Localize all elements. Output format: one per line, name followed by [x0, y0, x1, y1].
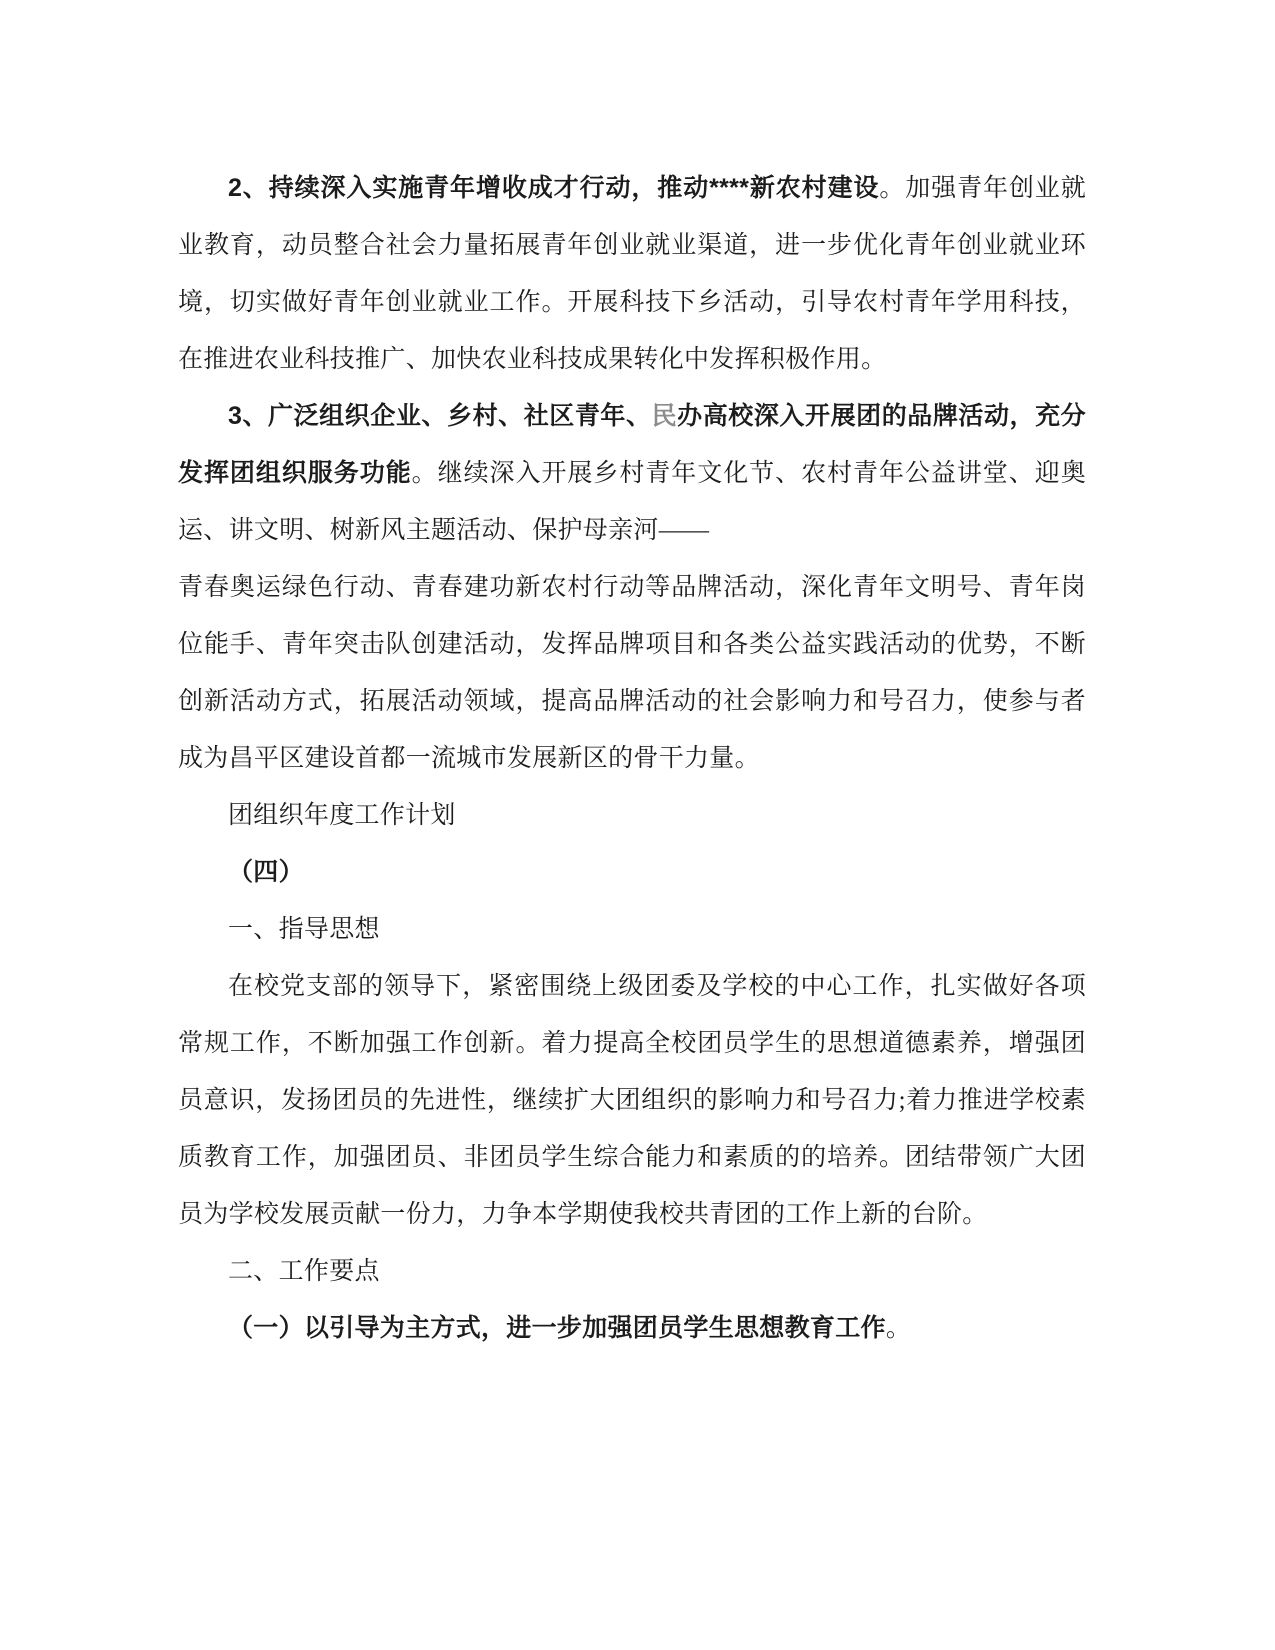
text-run: 一、指导思想 [228, 916, 380, 943]
text-run-bold: 3、广泛组织企业、乡村、社区青年、 [228, 402, 652, 430]
para-item3-brand-activities [178, 388, 1086, 559]
para-guiding-thought-body [178, 958, 1086, 1243]
document-body [178, 160, 1086, 1357]
para-title-annual-work-plan [178, 787, 1086, 844]
text-run-bold: 民 [651, 402, 678, 430]
text-run-bold: 办高校深入开展团的品牌活动，充分发挥团组织服务功能 [178, 402, 1086, 487]
para-green-olympic-action [178, 559, 1086, 787]
text-run: 。继续深入开展乡村青年文化节、农村青年公益讲堂、迎奥运、讲文明、树新风主题活动、保护母亲河—— [178, 460, 1086, 544]
text-run: 。加强青年创业就业教育，动员整合社会力量拓展青年创业就业渠道，进一步优化青年创业就业环境，切实做好青年创业就业工作。开展科技下乡活动，引导农村青年学用科技，在推进农业科技推广、加快农业科技成果转化中发挥积极作用。 [178, 175, 1086, 373]
para-point-one-ideology-education [178, 1300, 1086, 1357]
para-heading-guiding-thought [178, 901, 1086, 958]
text-run-bold: 2、持续深入实施青年增收成才行动，推动****新农村建设 [228, 174, 880, 202]
para-item2-youth-income [178, 160, 1086, 388]
text-run: 在校党支部的领导下，紧密围绕上级团委及学校的中心工作，扎实做好各项常规工作，不断加强工作创新。着力提高全校团员学生的思想道德素养，增强团员意识，发扬团员的先进性，继续扩大团组织的影响力和号召力;着力推进学校素质教育工作，加强团员、非团员学生综合能力和素质的的培养。团结带领广大团员为学校发展贡献一份力，力争本学期使我校共青团的工作上新的台阶。 [178, 973, 1086, 1228]
text-run: 。 [885, 1315, 912, 1342]
text-run-bold: （一）以引导为主方式，进一步加强团员学生思想教育工作 [228, 1314, 886, 1342]
text-run: 团组织年度工作计划 [228, 802, 456, 829]
para-heading-work-points [178, 1243, 1086, 1300]
text-run: 青春奥运绿色行动、青春建功新农村行动等品牌活动，深化青年文明号、青年岗位能手、青年突击队创建活动，发挥品牌项目和各类公益实践活动的优势，不断创新活动方式，拓展活动领域，提高品牌活动的社会影响力和号召力，使参与者成为昌平区建设首都一流城市发展新区的骨干力量。 [178, 574, 1086, 772]
para-section-four [178, 844, 1086, 901]
text-run: 二、工作要点 [228, 1258, 380, 1285]
text-run-bold: （四） [228, 858, 304, 886]
